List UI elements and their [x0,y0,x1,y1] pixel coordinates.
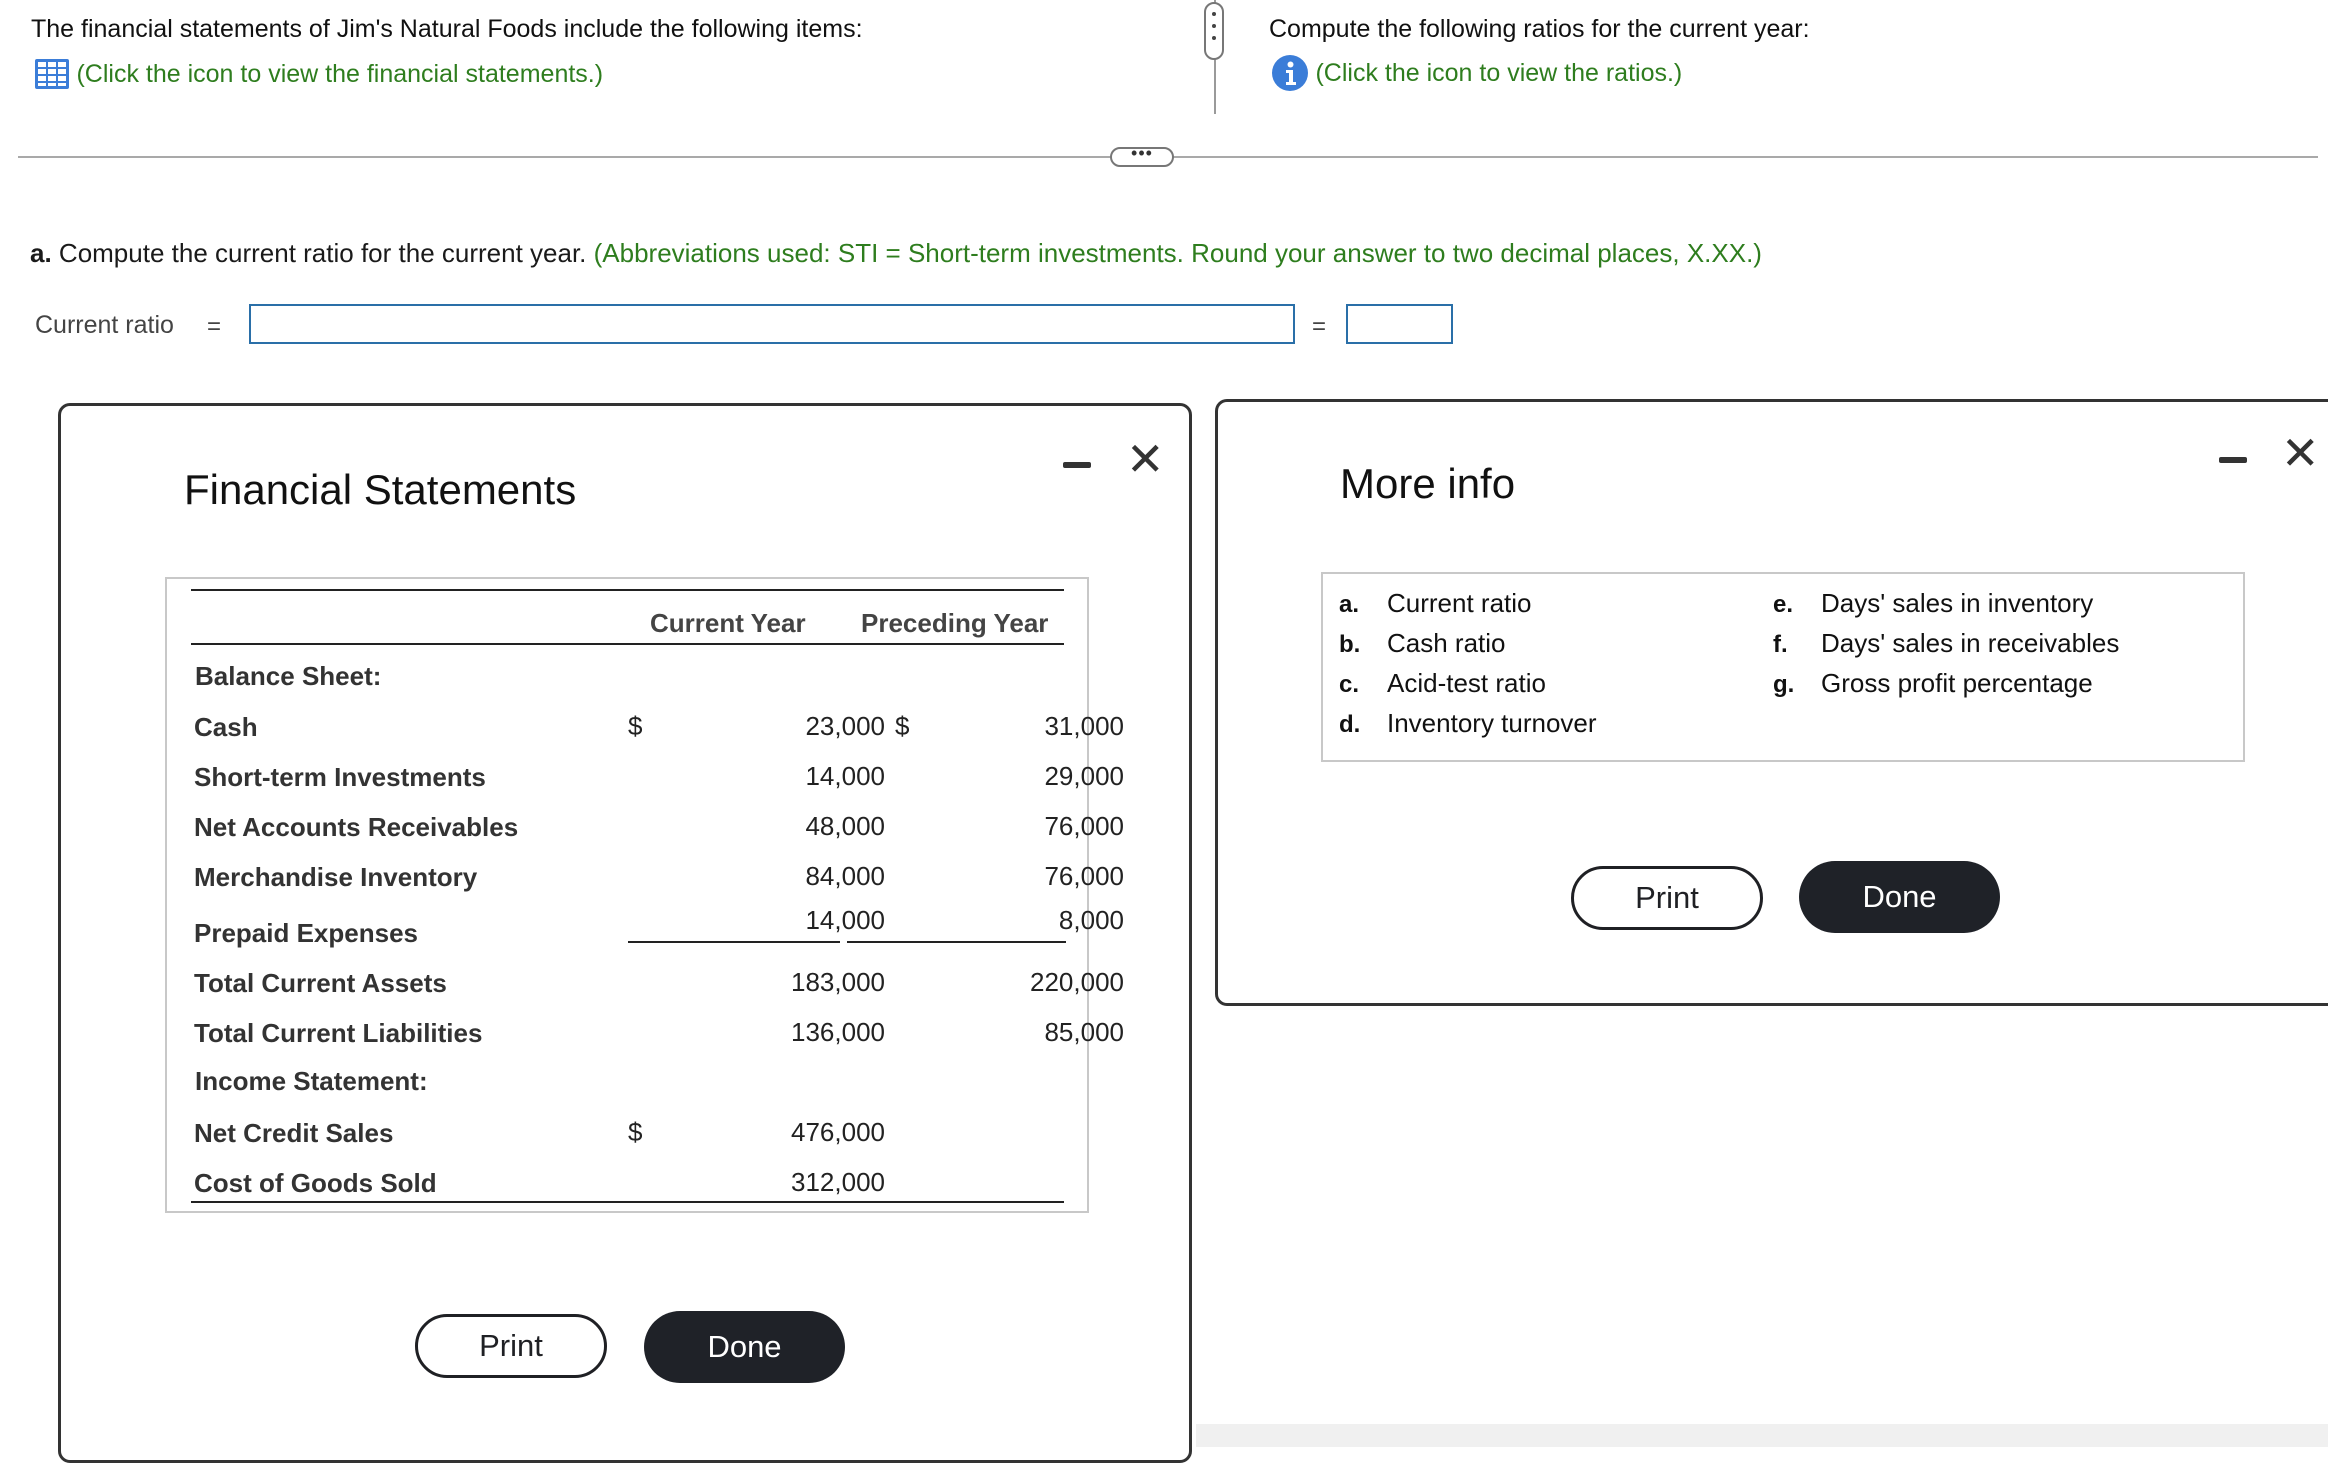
list-item: d. Inventory turnover [1339,708,1597,738]
modal-title: More info [1340,460,1516,507]
close-icon[interactable]: ✕ [2281,427,2320,479]
close-icon[interactable]: ✕ [1126,433,1165,485]
done-button[interactable]: Done [1799,861,2000,933]
more-info-modal [1215,399,2328,1006]
list-item: c. Acid-test ratio [1339,668,1546,698]
vertical-resize-handle[interactable] [1204,2,1224,60]
ratio-list [1321,572,2245,762]
minimize-icon[interactable] [1063,462,1091,468]
statements-intro-text: The financial statements of Jim's Natural Foods include the following items: [31,15,863,43]
done-button[interactable]: Done [644,1311,845,1383]
row-current-value: 312,000 [791,1167,885,1197]
row-label: Net Accounts Receivables [194,812,519,842]
current-ratio-answer-input[interactable] [1346,304,1453,344]
equals-sign-2: = [1312,313,1327,340]
row-preceding-value: 85,000 [1044,1017,1124,1047]
ratios-link-text[interactable]: (Click the icon to view the ratios.) [1315,58,1683,87]
question-hint: (Abbreviations used: STI = Short-term investments. Round your answer to two decimal places, X.XX.) [586,238,1762,268]
row-preceding-value: 76,000 [1044,861,1124,891]
bottom-bar [1196,1424,2328,1447]
row-preceding-value: 220,000 [1030,967,1124,997]
modal-title: Financial Statements [184,466,577,513]
row-current-value: 48,000 [805,811,885,841]
list-item: f. Days' sales in receivables [1773,628,2120,658]
column-header-preceding: Preceding Year [861,608,1049,638]
current-ratio-label: Current ratio [35,311,174,339]
row-label: Total Current Assets [194,968,447,998]
row-preceding-value: 76,000 [1044,811,1124,841]
row-preceding-value: 8,000 [1058,905,1124,935]
section-income-statement: Income Statement: [195,1066,428,1096]
row-current-value: 183,000 [791,967,885,997]
table-grid-icon[interactable] [34,58,70,90]
column-header-current: Current Year [650,608,806,638]
financial-statements-link-text[interactable]: (Click the icon to view the financial statements.) [76,59,604,88]
financial-statements-modal [58,403,1192,1463]
currency-symbol: $ [895,711,910,741]
question-a [30,238,1762,269]
row-label: Net Credit Sales [194,1118,394,1148]
list-item: e. Days' sales in inventory [1773,588,2094,618]
subtotal-rule-current [628,941,840,943]
row-current-value: 23,000 [805,711,885,741]
info-icon[interactable] [1271,54,1309,92]
horizontal-resize-handle[interactable]: ••• [1110,147,1174,167]
list-item: g. Gross profit percentage [1773,668,2093,698]
row-label: Prepaid Expenses [194,918,418,948]
print-button[interactable]: Print [415,1314,607,1378]
row-current-value: 476,000 [791,1117,885,1147]
row-current-value: 14,000 [805,761,885,791]
current-ratio-formula-input[interactable] [249,304,1295,344]
row-label: Merchandise Inventory [194,862,478,892]
list-item: b. Cash ratio [1339,628,1506,658]
row-label: Cost of Goods Sold [194,1168,437,1198]
row-label: Total Current Liabilities [194,1018,483,1048]
minimize-icon[interactable] [2219,457,2247,463]
financial-table [165,577,1124,1213]
print-button[interactable]: Print [1571,866,1763,930]
row-label: Short-term Investments [194,762,486,792]
row-current-value: 84,000 [805,861,885,891]
currency-symbol: $ [628,711,643,741]
question-letter: a. [30,238,52,268]
question-text: Compute the current ratio for the current year. [51,238,587,268]
row-current-value: 14,000 [805,905,885,935]
row-preceding-value: 31,000 [1044,711,1124,741]
ratios-link[interactable] [1271,54,1682,92]
equals-sign: = [207,313,222,340]
section-balance-sheet: Balance Sheet: [195,661,382,691]
currency-symbol: $ [628,1117,643,1147]
financial-statements-link[interactable] [34,58,603,90]
row-current-value: 136,000 [791,1017,885,1047]
list-item: a. Current ratio [1339,588,1532,618]
ratios-intro-text: Compute the following ratios for the current year: [1269,15,1810,43]
row-preceding-value: 29,000 [1044,761,1124,791]
row-label: Cash [194,712,258,742]
subtotal-rule-preceding [847,941,1066,943]
